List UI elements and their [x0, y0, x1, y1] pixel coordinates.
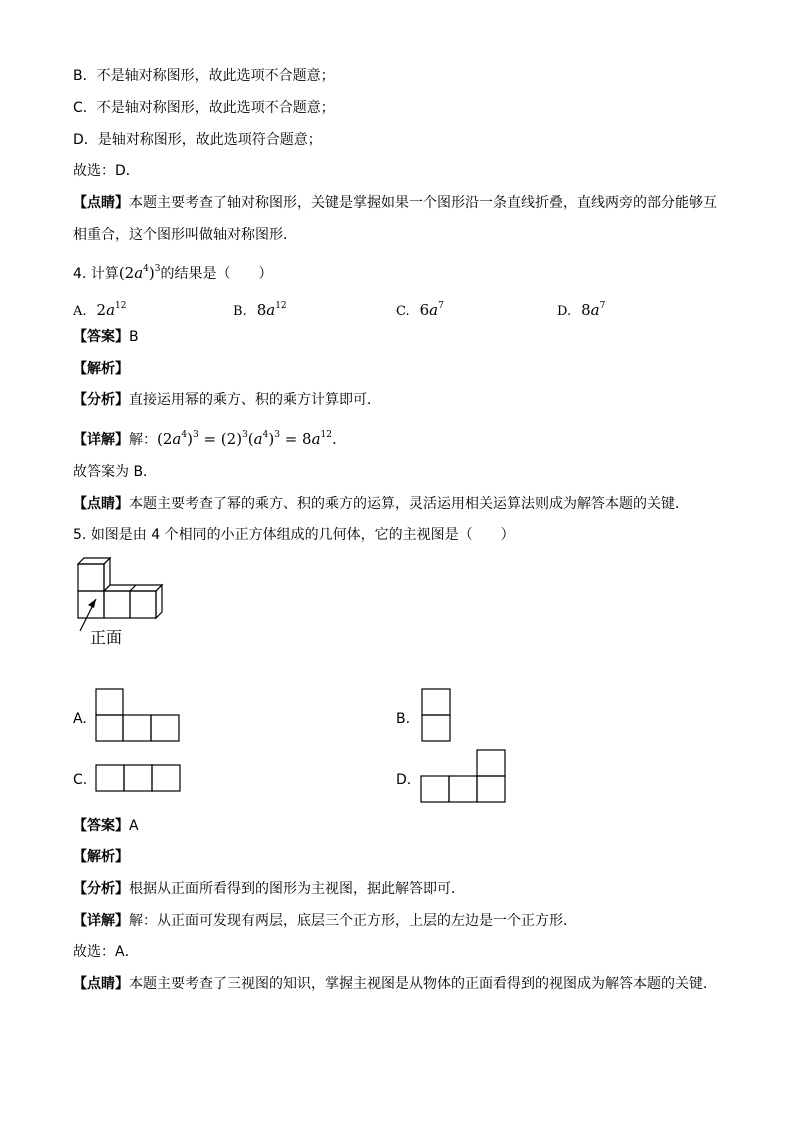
arrow-head: [88, 599, 96, 608]
q5-comment: 【点睛】本题主要考查了三视图的知识，掌握主视图是从物体的正面看得到的视图成为解答本题的关键．: [73, 976, 717, 992]
q4-option-d[interactable]: D. $8a^7$: [557, 301, 606, 319]
q4-answer: 【答案】B: [73, 329, 139, 345]
q5-analysis-tag: 【解析】: [73, 849, 129, 865]
q4-number: 4.: [73, 266, 87, 282]
q3-comment-text-1: 本题主要考查了轴对称图形，关键是掌握如果一个图形沿一条直线折叠，直线两旁的部分能够互: [129, 195, 717, 211]
q5-choice: 故选：A．: [73, 944, 139, 960]
q4-stem-before: 计算: [90, 266, 119, 282]
q5-option-a-figure[interactable]: [95, 688, 181, 744]
q3-comment-text-2: 相重合，这个图形叫做轴对称图形．: [73, 227, 297, 243]
q5-option-d-label[interactable]: D.: [396, 772, 412, 788]
q4-fenxi: 【分析】直接运用幂的乘方、积的乘方计算即可．: [73, 392, 381, 408]
q5-fenxi: 【分析】根据从正面所看得到的图形为主视图，据此解答即可．: [73, 881, 465, 897]
q3-choice: 故选：D．: [73, 163, 140, 179]
q5-number: 5.: [73, 527, 87, 543]
q4-detail: 【详解】解：$(2a^4)^3 = (2)^3(a^4)^3 = 8a^{12}$.: [73, 430, 337, 448]
q5-answer: 【答案】A: [73, 818, 139, 834]
q4-comment: 【点睛】本题主要考查了幂的乘方、积的乘方的运算，灵活运用相关运算法则成为解答本题的关键．: [73, 496, 689, 512]
q5-cube-figure: [70, 553, 180, 658]
q4-stem-after: 的结果是（ ）: [160, 266, 273, 282]
q3-option-c-explanation: C．不是轴对称图形，故此选项不合题意；: [73, 100, 335, 116]
q4-stem: [73, 259, 273, 284]
comment-tag: 【点睛】: [73, 195, 129, 211]
q3-comment: [73, 193, 717, 213]
q4-option-b[interactable]: B. $8a^{12}$: [233, 301, 287, 319]
q3-option-d-explanation: D．是轴对称图形，故此选项符合题意；: [73, 132, 322, 148]
q4-answer-value: B: [129, 329, 139, 345]
q5-option-c-label[interactable]: C.: [73, 772, 88, 788]
q5-option-b-figure[interactable]: [421, 688, 453, 744]
q4-expression: $(2a^4)^3$: [118, 264, 161, 282]
q5-option-a-label[interactable]: A.: [73, 711, 87, 727]
q5-detail: 【详解】解：从正面可发现有两层，底层三个正方形，上层的左边是一个正方形．: [73, 913, 577, 929]
q5-option-d-figure[interactable]: [420, 749, 508, 805]
q5-option-c-figure[interactable]: [95, 764, 181, 794]
q5-option-b-label[interactable]: B.: [396, 711, 411, 727]
q4-detail-equation: $(2a^4)^3 = (2)^3(a^4)^3 = 8a^{12}$.: [157, 430, 337, 448]
q4-conclusion: 故答案为 B．: [73, 464, 158, 480]
q5-stem: 5. 如图是由 4 个相同的小正方体组成的几何体，它的主视图是（ ）: [73, 527, 515, 543]
q5-answer-value: A: [129, 818, 139, 834]
q4-option-c[interactable]: C. $6a^7$: [396, 301, 444, 319]
q3-option-b-explanation: B．不是轴对称图形，故此选项不合题意；: [73, 68, 335, 84]
q4-analysis-tag: 【解析】: [73, 361, 129, 377]
q4-option-a[interactable]: A. $2a^{12}$: [73, 301, 127, 319]
q5-figure-label: 正面: [90, 628, 123, 647]
